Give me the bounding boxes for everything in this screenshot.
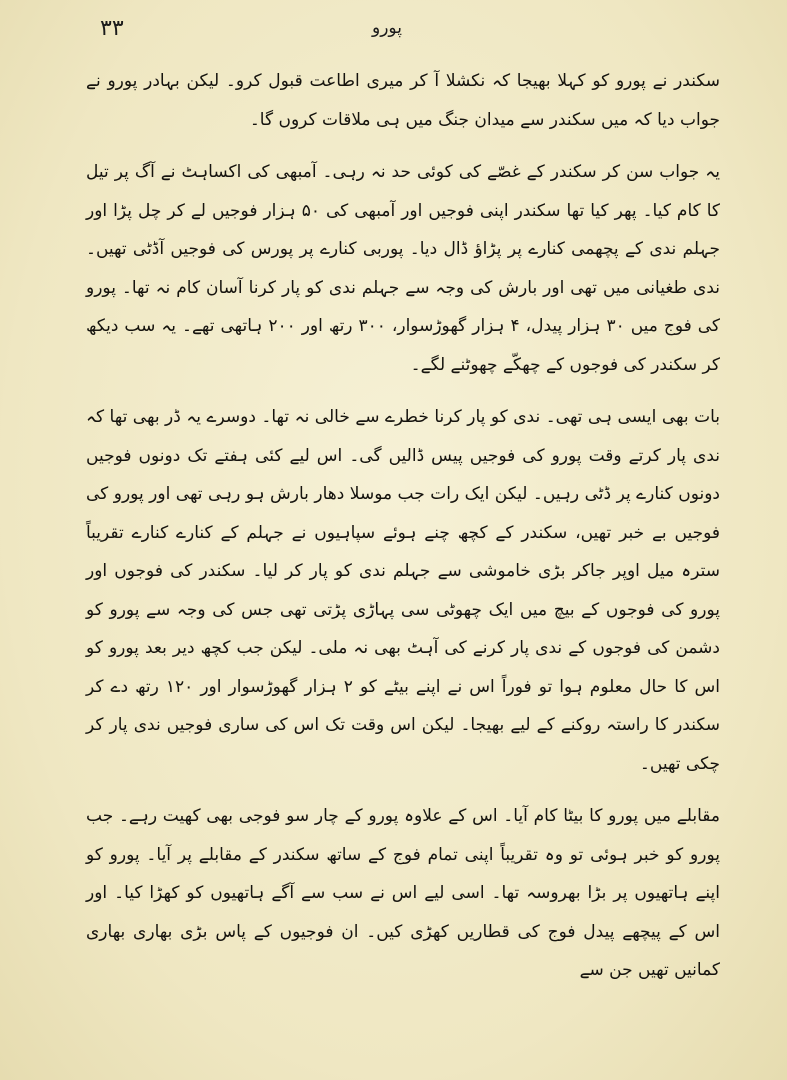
paragraph-1: سکندر نے پورو کو کہلا بھیجا کہ نکشلا آ کر میری اطاعت قبول کرو۔ لیکن بہادر پورو نے جواب دیا کہ میں سکندر سے میدان جنگ میں ہی ملاقات کروں گا۔	[86, 71, 720, 130]
paragraph-4: مقابلے میں پورو کا بیٹا کام آیا۔ اس کے علاوہ پورو کے چار سو فوجی بھی کھیت رہے۔ جب پورو کو خبر ہوئی تو وہ تقریباً اپنی تمام فوج کے ساتھ سکندر کے مقابلے پر آیا۔ پورو کو اپنے ہاتھیوں پر بڑا بھروسہ تھا۔ اسی لیے اس نے سب سے آگے ہاتھیوں کو کھڑا کیا۔ اور اس کے پیچھے پیدل فوج کی قطاریں کھڑی کیں۔ ان فوجیوں کے پاس بڑی بھاری بھاری کمانیں تھیں جن سے	[86, 806, 720, 980]
page-header	[0, 10, 787, 50]
paragraph-3: بات بھی ایسی ہی تھی۔ ندی کو پار کرنا خطرے سے خالی نہ تھا۔ دوسرے یہ ڈر بھی تھا کہ ندی پار کرتے وقت پورو کی فوجیں پیس ڈالیں گی۔ اس لیے کئی ہفتے تک دونوں فوجیں دونوں کنارے پر ڈٹی رہیں۔ لیکن ایک رات جب موسلا دھار بارش ہو رہی تھی اور پورو کی فوجیں بے خبر تھیں، سکندر کے کچھ چنے ہوئے سپاہیوں نے جہلم کے کنارے کنارے تقریباً سترہ میل اوپر جاکر بڑی خاموشی سے جہلم ندی کو پار کر لیا۔ سکندر کی فوجوں اور پورو کی فوجوں کے بیچ میں ایک چھوٹی سی پہاڑی پڑتی تھی جس کی وجہ سے پورو کو دشمن کی فوجوں کے ندی پار کرنے کی آہٹ بھی نہ ملی۔ لیکن جب کچھ دیر بعد پورو کو اس کا حال معلوم ہوا تو فوراً اس نے اپنے بیٹے کو ۲ ہزار گھوڑسوار اور ۱۲۰ رتھ دے کر سکندر کا راستہ روکنے کے لیے بھیجا۔ لیکن اس وقت تک اس کی ساری فوجیں ندی پار کر چکی تھیں۔	[86, 407, 720, 774]
paragraph-2: یہ جواب سن کر سکندر کے غصّے کی کوئی حد نہ رہی۔ آمبھی کی اکساہٹ نے آگ پر تیل کا کام کیا۔ پھر کیا تھا سکندر اپنی فوجیں اور آمبھی کی ۵۰ ہزار فوجیں لے کر چل پڑا اور جہلم ندی کے پچھمی کنارے پر پڑاؤ ڈال دیا۔ پوربی کنارے پر پورس کی فوجیں آڈٹی تھیں۔ ندی طغیانی میں تھی اور بارش کی وجہ سے جہلم ندی کو پار کرنا آسان کام نہ تھا۔ پورو کی فوج میں ۳۰ ہزار پیدل، ۴ ہزار گھوڑسوار، ۳۰۰ رتھ اور ۲۰۰ ہاتھی تھے۔ یہ سب دیکھ کر سکندر کی فوجوں کے چھکّے چھوٹنے لگے۔	[86, 162, 720, 375]
body-text	[86, 62, 720, 1004]
page-number: ۳۳	[100, 16, 124, 41]
running-title: پورو	[372, 18, 402, 38]
